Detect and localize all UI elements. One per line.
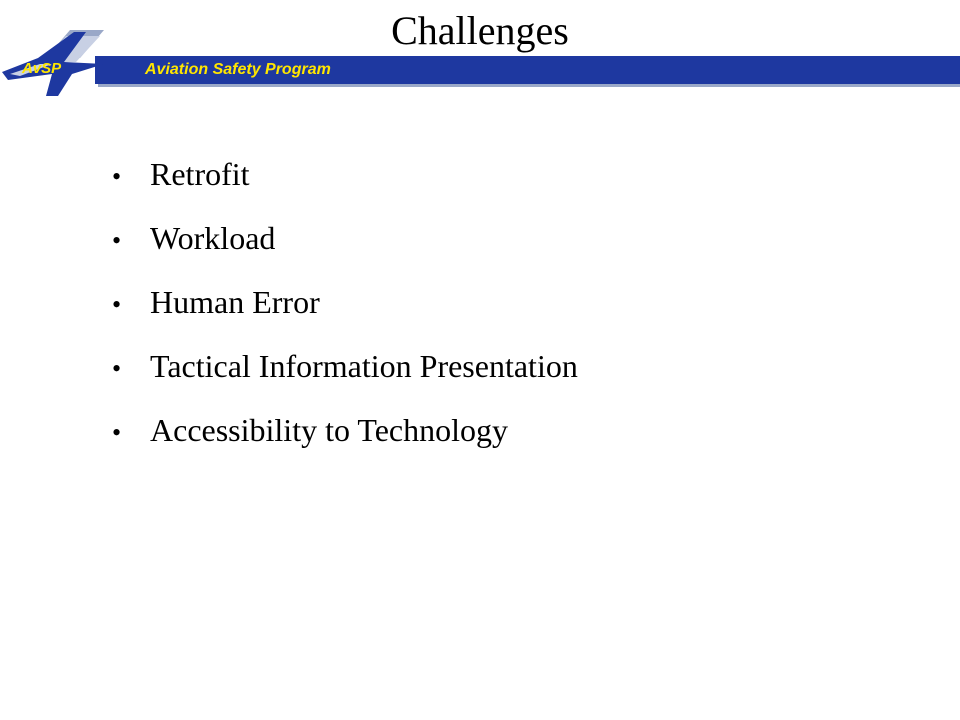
program-banner-label: Aviation Safety Program	[145, 61, 331, 78]
bullet-marker: •	[112, 354, 122, 383]
bullet-marker: •	[112, 418, 122, 447]
bullet-text: Human Error	[150, 284, 320, 320]
bullet-item-human-error	[112, 274, 578, 338]
bullet-text: Retrofit	[150, 156, 250, 192]
bullet-item-retrofit	[112, 146, 578, 210]
bullet-list	[112, 146, 578, 466]
slide-title: Challenges	[391, 8, 569, 53]
bullet-text: Workload	[150, 220, 276, 256]
bullet-marker: •	[112, 226, 122, 255]
logo-text: AvSP	[22, 60, 62, 77]
bullet-item-workload	[112, 210, 578, 274]
bullet-marker: •	[112, 290, 122, 319]
bullet-item-tactical-information	[112, 338, 578, 402]
bullet-text: Tactical Information Presentation	[150, 348, 578, 384]
avsp-logo-icon	[0, 28, 110, 100]
bullet-item-accessibility	[112, 402, 578, 466]
bullet-text: Accessibility to Technology	[150, 412, 508, 448]
bullet-marker: •	[112, 162, 122, 191]
